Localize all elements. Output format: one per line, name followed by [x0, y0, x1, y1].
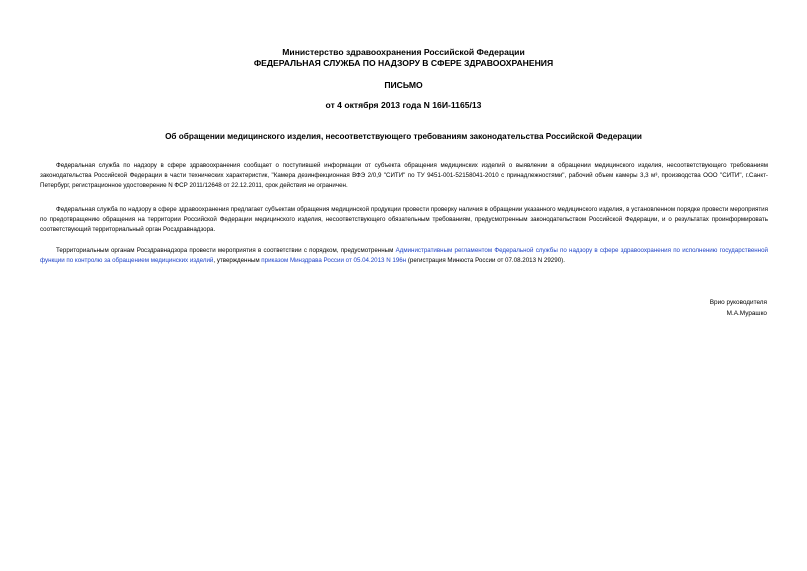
service-name: ФЕДЕРАЛЬНАЯ СЛУЖБА ПО НАДЗОРУ В СФЕРЕ ЗДРАВООХРАНЕНИЯ — [253, 58, 554, 68]
paragraph-1: Федеральная служба по надзору в сфере здравоохранения сообщает о поступившей информации от субъекта обращения медицинских изделий о выявлении в обращении медицинского изделия, несоответствующего требованиям законодательства Российской Федерации в части технических характеристик, "Камера дезинфекционная ВФЭ 2/0,9 "СИТИ" по ТУ 9451-001-52158041-2010 с принадлежностями", рабочий объем камеры 3,3 м³, производства ООО "СИТИ", г.Санкт-Петербург, регистрационное удостоверение N ФСР 2011/12648 от 22.12.2011, срок действия не ограничен. — [40, 162, 768, 190]
paragraph-3-text-end: (регистрация Минюста России от 07.08.2013 N 29290). — [406, 257, 565, 265]
document-date-number: от 4 октября 2013 года N 16И-1165/13 — [325, 100, 482, 110]
signature-position: Врио руководителя — [709, 299, 767, 306]
paragraph-3 — [40, 246, 768, 266]
paragraph-3-text-start: Территориальным органам Росздравнадзора провести мероприятия в соответствии с порядком, предусмотренным — [56, 247, 396, 254]
ministry-order-link[interactable]: приказом Минздрава России от 05.04.2013 N 196н — [261, 257, 407, 265]
signature-name: М.А.Мурашко — [726, 310, 767, 317]
paragraph-3-text-middle: , утвержденным — [213, 257, 262, 265]
ministry-name: Министерство здравоохранения Российской Федерации — [282, 47, 525, 57]
document-subject: Об обращении медицинского изделия, несоответствующего требованиям законодательства Российской Федерации — [165, 132, 642, 141]
administrative-regulation-link[interactable]: Административным регламентом Федеральной службы по надзору в сфере здравоохранения по исполнению государственной функции по контролю за обращением медицинских изделий — [40, 247, 768, 265]
document-type: ПИСЬМО — [384, 80, 423, 90]
paragraph-2: Федеральная служба по надзору в сфере здравоохранения предлагает субъектам обращения медицинской продукции провести проверку наличия в обращении указанного медицинского изделия, в установленном порядке провести мероприятия по предотвращению обращения на территории Российской Федерации медицинского изделия, несоответствующего обязательным требованиям, предусмотренным законодательством Российской Федерации, и о результатах проинформировать соответствующий территориальный орган Росздравнадзора. — [40, 206, 768, 234]
